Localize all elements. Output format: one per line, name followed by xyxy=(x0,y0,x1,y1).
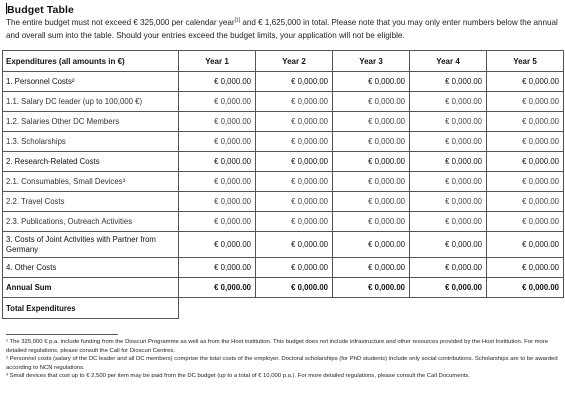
annual-sum-field[interactable]: € 0,000.00 xyxy=(487,278,564,298)
annual-sum-field[interactable]: € 0,000.00 xyxy=(179,278,256,298)
table-row xyxy=(3,172,564,192)
amount-field[interactable]: € 0,000.00 xyxy=(179,192,256,212)
table-row xyxy=(3,212,564,232)
amount-field[interactable]: € 0,000.00 xyxy=(179,152,256,172)
row-label: 2.2. Travel Costs xyxy=(3,192,179,212)
total-expenditures-row xyxy=(3,298,564,319)
amount-field[interactable]: € 0,000.00 xyxy=(487,72,564,92)
amount-field[interactable]: € 0,000.00 xyxy=(410,92,487,112)
table-row xyxy=(3,132,564,152)
page-title xyxy=(6,3,74,16)
amount-field[interactable]: € 0,000.00 xyxy=(333,192,410,212)
amount-field[interactable]: € 0,000.00 xyxy=(256,172,333,192)
amount-field[interactable]: € 0,000.00 xyxy=(333,232,410,258)
amount-field[interactable]: € 0,000.00 xyxy=(256,92,333,112)
row-label: 1.2. Salaries Other DC Members xyxy=(3,112,179,132)
amount-field[interactable]: € 0,000.00 xyxy=(410,212,487,232)
footnote-3: ³ Small devices that cost up to € 2,500 per item may be paid from the DC budget (up to a total of € 10,000 p.a.). For more detailed regulations, please consult the Call Documents. xyxy=(6,373,470,380)
table-row xyxy=(3,72,564,92)
row-label: 2.3. Publications, Outreach Activities xyxy=(3,212,179,232)
column-header-year-2: Year 2 xyxy=(256,51,333,72)
intro-paragraph xyxy=(6,17,562,42)
footnotes xyxy=(6,338,562,381)
amount-field[interactable]: € 0,000.00 xyxy=(487,232,564,258)
annual-sum-field[interactable]: € 0,000.00 xyxy=(333,278,410,298)
amount-field[interactable]: € 0,000.00 xyxy=(179,132,256,152)
row-label: 3. Costs of Joint Activities with Partner from Germany xyxy=(3,232,179,258)
annual-sum-row xyxy=(3,278,564,298)
amount-field[interactable]: € 0,000.00 xyxy=(256,132,333,152)
amount-field[interactable]: € 0,000.00 xyxy=(410,132,487,152)
amount-field[interactable]: € 0,000.00 xyxy=(179,72,256,92)
row-label: 2. Research-Related Costs xyxy=(3,152,179,172)
amount-field[interactable]: € 0,000.00 xyxy=(410,152,487,172)
amount-field[interactable]: € 0,000.00 xyxy=(256,212,333,232)
column-header-year-3: Year 3 xyxy=(333,51,410,72)
row-label: 1.3. Scholarships xyxy=(3,132,179,152)
amount-field[interactable]: € 0,000.00 xyxy=(256,112,333,132)
column-header-year-1: Year 1 xyxy=(179,51,256,72)
amount-field[interactable]: € 0,000.00 xyxy=(333,172,410,192)
amount-field[interactable]: € 0,000.00 xyxy=(179,212,256,232)
row-label: 2.1. Consumables, Small Devices³ xyxy=(3,172,179,192)
amount-field[interactable]: € 0,000.00 xyxy=(410,72,487,92)
total-expenditures-label: Total Expenditures xyxy=(3,298,179,319)
amount-field[interactable]: € 0,000.00 xyxy=(179,172,256,192)
table-row xyxy=(3,152,564,172)
annual-sum-label: Annual Sum xyxy=(3,278,179,298)
amount-field[interactable]: € 0,000.00 xyxy=(333,132,410,152)
annual-sum-field[interactable]: € 0,000.00 xyxy=(256,278,333,298)
row-label: 1. Personnel Costs² xyxy=(3,72,179,92)
row-label: 1.1. Salary DC leader (up to 100,000 €) xyxy=(3,92,179,112)
amount-field[interactable]: € 0,000.00 xyxy=(487,112,564,132)
footnote-2: ² Personnel costs (salary of the DC leader and all DC members) comprise the total costs of the employer. Doctoral scholarships (for PhD students) include only social contributions. Scholarships are to be awarded according to NCN regulations. xyxy=(6,356,558,371)
amount-field[interactable]: € 0,000.00 xyxy=(179,112,256,132)
amount-field[interactable]: € 0,000.00 xyxy=(410,192,487,212)
amount-field[interactable]: € 0,000.00 xyxy=(487,192,564,212)
footnote-separator xyxy=(6,334,118,335)
intro-text-1: The entire budget must not exceed € 325,000 per calendar year xyxy=(6,18,235,27)
column-header-expenditures: Expenditures (all amounts in €) xyxy=(3,51,179,72)
amount-field[interactable]: € 0,000.00 xyxy=(179,232,256,258)
annual-sum-field[interactable]: € 0,000.00 xyxy=(410,278,487,298)
amount-field[interactable]: € 0,000.00 xyxy=(333,92,410,112)
footnote-1: ¹ The 325,000 € p.a. include funding from the Dioscuri Programme as well as from the Host institution. This budget does not include infrastructure and other resources provided by the Host Institution. For more detailed regulations, please consult the Call for Dioscuri Centres. xyxy=(6,339,548,354)
amount-field[interactable]: € 0,000.00 xyxy=(487,152,564,172)
table-row xyxy=(3,192,564,212)
intro-text-2: and € 1,625,000 in total. Please note that you may only enter numbers below the annual and overall sum into the table. Should your entries exceed the budget limits, your application will not be eligible. xyxy=(6,18,558,40)
amount-field[interactable]: € 0,000.00 xyxy=(256,258,333,278)
amount-field[interactable]: € 0,000.00 xyxy=(256,152,333,172)
table-row xyxy=(3,112,564,132)
amount-field[interactable]: € 0,000.00 xyxy=(256,232,333,258)
amount-field[interactable]: € 0,000.00 xyxy=(333,72,410,92)
column-header-year-5: Year 5 xyxy=(487,51,564,72)
table-row xyxy=(3,258,564,278)
amount-field[interactable]: € 0,000.00 xyxy=(179,258,256,278)
amount-field[interactable]: € 0,000.00 xyxy=(410,232,487,258)
amount-field[interactable]: € 0,000.00 xyxy=(333,258,410,278)
amount-field[interactable]: € 0,000.00 xyxy=(487,172,564,192)
footnote-ref-1[interactable]: [1] xyxy=(234,17,241,24)
budget-table xyxy=(2,50,564,319)
row-label: 4. Other Costs xyxy=(3,258,179,278)
table-row xyxy=(3,92,564,112)
amount-field[interactable]: € 0,000.00 xyxy=(487,258,564,278)
header-row xyxy=(3,51,564,72)
amount-field[interactable]: € 0,000.00 xyxy=(333,212,410,232)
amount-field[interactable]: € 0,000.00 xyxy=(256,192,333,212)
table-row xyxy=(3,232,564,258)
amount-field[interactable]: € 0,000.00 xyxy=(179,92,256,112)
title-text: Budget Table xyxy=(7,4,74,16)
amount-field[interactable]: € 0,000.00 xyxy=(333,152,410,172)
column-header-year-4: Year 4 xyxy=(410,51,487,72)
amount-field[interactable]: € 0,000.00 xyxy=(487,132,564,152)
amount-field[interactable]: € 0,000.00 xyxy=(487,92,564,112)
amount-field[interactable]: € 0,000.00 xyxy=(256,72,333,92)
amount-field[interactable]: € 0,000.00 xyxy=(410,112,487,132)
amount-field[interactable]: € 0,000.00 xyxy=(410,172,487,192)
amount-field[interactable]: € 0,000.00 xyxy=(410,258,487,278)
total-expenditures-blank xyxy=(179,298,564,319)
amount-field[interactable]: € 0,000.00 xyxy=(333,112,410,132)
amount-field[interactable]: € 0,000.00 xyxy=(487,212,564,232)
